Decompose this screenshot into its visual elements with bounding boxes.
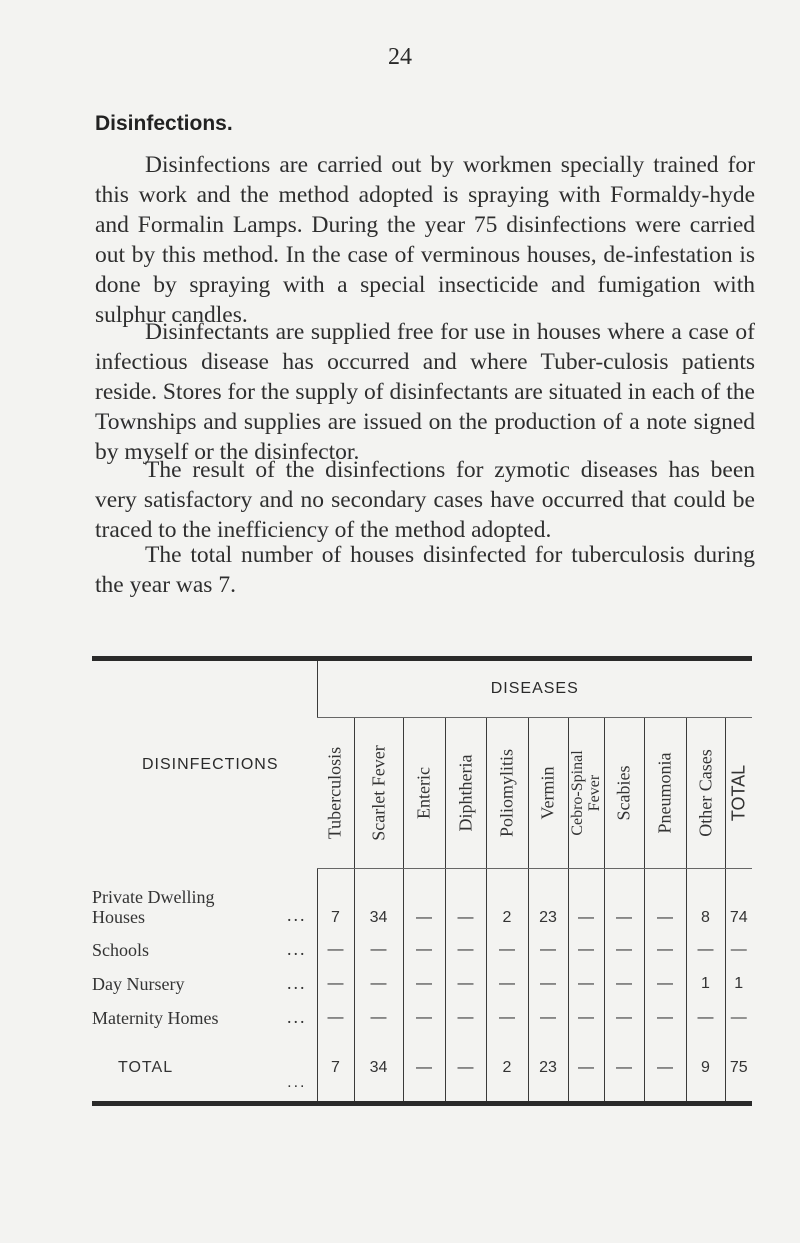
table-cell: — — [725, 933, 752, 967]
table-cell: — — [644, 869, 686, 934]
table-cell-total: — — [445, 1035, 486, 1104]
table-cell: — — [644, 1001, 686, 1035]
table-cell: — — [568, 869, 604, 934]
table-cell: — — [568, 967, 604, 1001]
table-cell: — — [317, 1001, 354, 1035]
col-header-poliomylitis: Poliomylitis — [486, 718, 528, 869]
table-cell: — — [528, 933, 568, 967]
col-header-pneumonia: Pneumonia — [644, 718, 686, 869]
table-cell: 2 — [486, 869, 528, 934]
paragraph-results: The result of the disinfections for zymotic diseases has been very satisfactory and no secondary cases have occurred that could be traced to the inefficiency of the method adopted. — [95, 457, 755, 543]
row-label-total: TOTAL ... — [118, 1059, 307, 1091]
table-cell: — — [604, 967, 644, 1001]
col-header-vermin: Vermin — [528, 718, 568, 869]
row-label: Day Nursery ... — [92, 973, 307, 994]
col-header-cebro-spinal-line1: Cebro-Spinal — [569, 750, 586, 836]
table-cell: — — [317, 967, 354, 1001]
table-cell: — — [644, 967, 686, 1001]
table-cell: — — [568, 1001, 604, 1035]
col-header-scarlet-fever: Scarlet Fever — [354, 718, 403, 869]
table-row-private-dwelling-houses — [92, 869, 752, 934]
page-number: 24 — [388, 44, 412, 70]
col-header-cebro-spinal-fever — [568, 718, 604, 869]
table-cell: — — [486, 967, 528, 1001]
table-row-maternity-homes — [92, 1001, 752, 1035]
table-cell: 1 — [725, 967, 752, 1001]
col-header-total: TOTAL — [725, 718, 752, 869]
table-cell: — — [686, 933, 725, 967]
table-cell: — — [354, 967, 403, 1001]
leader-dots: ... — [287, 1007, 307, 1027]
table-cell: — — [403, 869, 445, 934]
row-label: Maternity Homes ... — [92, 1007, 307, 1028]
row-label: Private Dwelling Houses ... — [92, 887, 307, 927]
table-cell: — — [644, 933, 686, 967]
table-cell: 23 — [528, 869, 568, 934]
paragraph-disinfectant-supply: Disinfectants are supplied free for use in houses where a case of infectious disease has occurred and where Tuber-culosis patients reside. Stores for the supply of disinfectants are situated in each of the Townships and supplies are issued on the production of a note signed by myself or the disinfector. — [95, 319, 755, 465]
table-cell: — — [445, 933, 486, 967]
table-cell-total: 23 — [528, 1035, 568, 1104]
leader-dots: ... — [287, 1074, 307, 1091]
col-header-other-cases: Other Cases — [686, 718, 725, 869]
table-cell: — — [604, 869, 644, 934]
table-cell: — — [486, 933, 528, 967]
section-heading: Disinfections. — [95, 112, 233, 135]
table-cell: — — [403, 933, 445, 967]
col-header-scabies: Scabies — [604, 718, 644, 869]
col-header-diphtheria: Diphtheria — [445, 718, 486, 869]
table-cell: 7 — [317, 869, 354, 934]
table-cell-total: 9 — [686, 1035, 725, 1104]
table-cell-total: — — [568, 1035, 604, 1104]
table-row-day-nursery — [92, 967, 752, 1001]
table-cell-total: 34 — [354, 1035, 403, 1104]
table-cell: — — [604, 933, 644, 967]
disinfections-table — [92, 656, 752, 1106]
row-label: Schools ... — [92, 939, 307, 960]
table-cell: 34 — [354, 869, 403, 934]
table-cell: — — [686, 1001, 725, 1035]
table-cell: — — [403, 967, 445, 1001]
table-cell: — — [354, 1001, 403, 1035]
table-cell-total: 2 — [486, 1035, 528, 1104]
col-header-tuberculosis: Tuberculosis — [317, 718, 354, 869]
table-cell: — — [403, 1001, 445, 1035]
col-header-cebro-spinal-line2: Fever — [586, 774, 603, 812]
table-cell-total: 75 — [725, 1035, 752, 1104]
table-cell: — — [445, 967, 486, 1001]
table-cell: 74 — [725, 869, 752, 934]
table-row-total — [92, 1035, 752, 1104]
row-header-disinfections: DISINFECTIONS — [141, 755, 279, 773]
table-row-schools — [92, 933, 752, 967]
paragraph-tuberculosis-total: The total number of houses disinfected for tuberculosis during the year was 7. — [95, 542, 755, 598]
group-header-diseases: DISEASES — [317, 659, 752, 718]
table-cell-total: — — [403, 1035, 445, 1104]
table-cell: — — [445, 869, 486, 934]
table-cell: — — [317, 933, 354, 967]
table-cell: — — [568, 933, 604, 967]
leader-dots: ... — [287, 939, 307, 959]
table-cell: 8 — [686, 869, 725, 934]
table-cell-total: — — [644, 1035, 686, 1104]
table-cell: — — [725, 1001, 752, 1035]
table-cell: — — [604, 1001, 644, 1035]
table-cell: — — [445, 1001, 486, 1035]
col-header-enteric: Enteric — [403, 718, 445, 869]
leader-dots: ... — [287, 905, 307, 925]
table-cell-total: 7 — [317, 1035, 354, 1104]
table-cell: — — [486, 1001, 528, 1035]
disinfections-table-container — [92, 656, 752, 1118]
table-cell-total: — — [604, 1035, 644, 1104]
paragraph-disinfection-method: Disinfections are carried out by workmen specially trained for this work and the method adopted is spraying with Formaldy-hyde and Formalin Lamps. During the year 75 disinfections were carried out by this method. In the case of verminous houses, de-infestation is done by spraying with a special insecticide and fumigation with sulphur candles. — [95, 152, 755, 328]
table-cell: — — [528, 1001, 568, 1035]
table-cell: 1 — [686, 967, 725, 1001]
table-cell: — — [528, 967, 568, 1001]
leader-dots: ... — [287, 973, 307, 993]
table-cell: — — [354, 933, 403, 967]
